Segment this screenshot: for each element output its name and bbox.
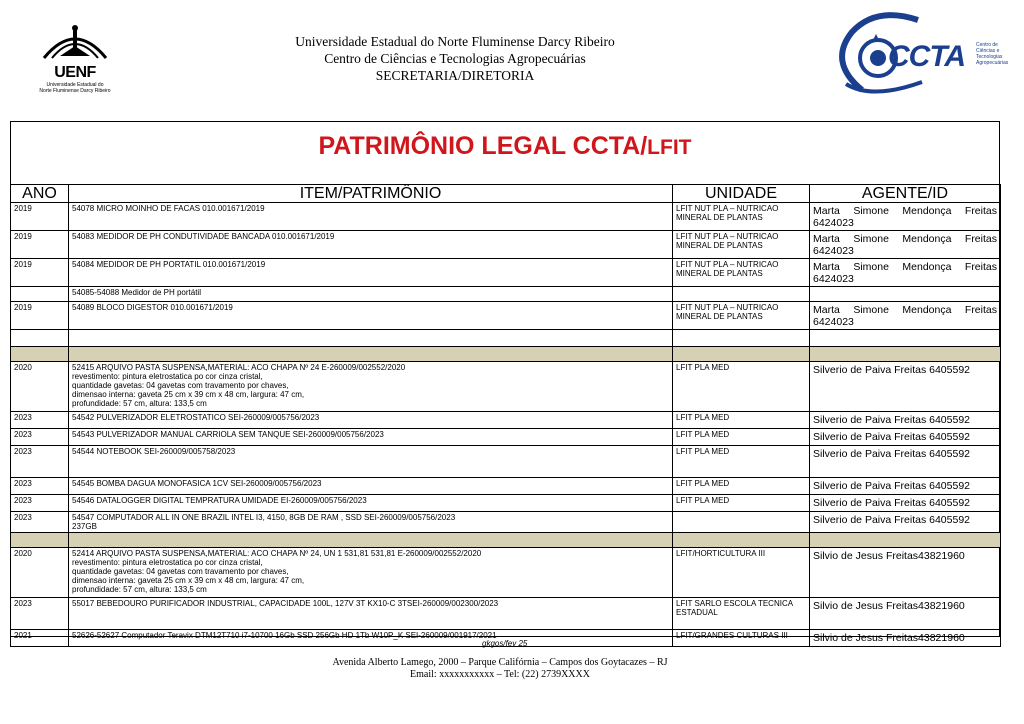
table-row bbox=[11, 478, 1001, 495]
cell-agente: Marta Simone Mendonça Freitas 6424023 bbox=[810, 302, 1001, 330]
cell-item: 52626-52627 Computador Teravix DTM12T710 i7-10700 16Gb SSD 256Gb HD 1Tb W10P_K SEI-260009/001917/2021 bbox=[69, 630, 673, 647]
footer-address: Avenida Alberto Lamego, 2000 – Parque Califórnia – Campos dos Goytacazes – RJ bbox=[332, 657, 668, 668]
cell-agente: Silverio de Paiva Freitas 6405592 bbox=[810, 429, 1001, 446]
footer-contact: Email: xxxxxxxxxxx – Tel: (22) 2739XXXX bbox=[410, 669, 590, 680]
separator-cell bbox=[69, 347, 673, 362]
cell-unidade: LFIT NUT PLA – NUTRICAO MINERAL DE PLANTAS bbox=[673, 231, 810, 259]
table-row bbox=[11, 203, 1001, 231]
cell-ano: 2019 bbox=[11, 259, 69, 287]
cell-item: 54083 MEDIDOR DE PH CONDUTIVIDADE BANCADA 010.001671/2019 bbox=[69, 231, 673, 259]
cell-ano: 2023 bbox=[11, 429, 69, 446]
separator-row bbox=[11, 347, 1001, 362]
table-row bbox=[11, 512, 1001, 533]
cell-item: 52415 ARQUIVO PASTA SUSPENSA,MATERIAL: ACO CHAPA Nº 24 E-260009/002552/2020 revestimento: pintura eletrostatica po cor cinza cristal, quantidade gavetas: 04 gavetas com travamento por chaves, dimensao interna: gaveta 25 cm x 39 cm x 48 cm, largura: 47 cm, profundidade: 57 cm, altura: 133,5 cm bbox=[69, 362, 673, 412]
table-body bbox=[11, 203, 1001, 647]
cell-ano: 2023 bbox=[11, 512, 69, 533]
cell-ano bbox=[11, 287, 69, 302]
cell-agente: Silverio de Paiva Freitas 6405592 bbox=[810, 446, 1001, 478]
cell-unidade bbox=[673, 512, 810, 533]
column-header-item: ITEM/PATRIMÔNIO bbox=[69, 185, 673, 203]
cell-ano bbox=[11, 330, 69, 347]
cell-item: 54078 MICRO MOINHO DE FACAS 010.001671/2019 bbox=[69, 203, 673, 231]
cell-unidade: LFIT PLA MED bbox=[673, 362, 810, 412]
separator-cell bbox=[673, 347, 810, 362]
cell-unidade: LFIT PLA MED bbox=[673, 478, 810, 495]
ccta-sub-line3: Tecnologias bbox=[976, 54, 1003, 60]
cell-agente: Silvio de Jesus Freitas43821960 bbox=[810, 548, 1001, 598]
uenf-logo bbox=[30, 22, 120, 92]
cell-agente: Silverio de Paiva Freitas 6405592 bbox=[810, 478, 1001, 495]
cell-unidade: LFIT/HORTICULTURA III bbox=[673, 548, 810, 598]
title-main: PATRIMÔNIO LEGAL CCTA/ bbox=[318, 132, 648, 160]
table-row bbox=[11, 302, 1001, 330]
cell-item: 54084 MEDIDOR DE PH PORTATIL 010.001671/2019 bbox=[69, 259, 673, 287]
document-code: gkgos/fev 25 bbox=[482, 639, 528, 648]
cell-ano: 2023 bbox=[11, 495, 69, 512]
table-header-row bbox=[11, 185, 1001, 203]
cell-unidade: LFIT SARLO ESCOLA TECNICA ESTADUAL bbox=[673, 598, 810, 630]
ccta-name: CCTA bbox=[888, 40, 966, 73]
uenf-sub-line1: Universidade Estadual do bbox=[46, 82, 104, 88]
table-row bbox=[11, 330, 1001, 347]
separator-cell bbox=[11, 347, 69, 362]
cell-item: 54085-54088 Medidor de PH portátil bbox=[69, 287, 673, 302]
cell-unidade: LFIT NUT PLA – NUTRICAO MINERAL DE PLANTAS bbox=[673, 203, 810, 231]
cell-unidade: LFIT PLA MED bbox=[673, 446, 810, 478]
separator-cell bbox=[673, 533, 810, 548]
ccta-sub-line1: Centro de bbox=[976, 42, 998, 48]
cell-unidade: LFIT PLA MED bbox=[673, 429, 810, 446]
cell-agente: Marta Simone Mendonça Freitas 6424023 bbox=[810, 231, 1001, 259]
uenf-sub-line2: Norte Fluminense Darcy Ribeiro bbox=[39, 88, 111, 94]
cell-unidade: LFIT NUT PLA – NUTRICAO MINERAL DE PLANTAS bbox=[673, 302, 810, 330]
uenf-name: UENF bbox=[54, 64, 96, 81]
separator-row bbox=[11, 533, 1001, 548]
cell-agente: Silverio de Paiva Freitas 6405592 bbox=[810, 512, 1001, 533]
cell-agente bbox=[810, 287, 1001, 302]
cell-ano: 2019 bbox=[11, 231, 69, 259]
cell-item: 54543 PULVERIZADOR MANUAL CARRIOLA SEM TANQUE SEI-260009/005756/2023 bbox=[69, 429, 673, 446]
table-row bbox=[11, 446, 1001, 478]
cell-item bbox=[69, 330, 673, 347]
cell-agente: Silvio de Jesus Freitas43821960 bbox=[810, 630, 1001, 647]
column-header-unidade: UNIDADE bbox=[673, 185, 810, 203]
page-footer bbox=[200, 657, 800, 681]
cell-agente bbox=[810, 330, 1001, 347]
separator-cell bbox=[69, 533, 673, 548]
cell-item: 54545 BOMBA DAGUA MONOFASICA 1CV SEI-260009/005756/2023 bbox=[69, 478, 673, 495]
cell-ano: 2020 bbox=[11, 548, 69, 598]
cell-unidade: LFIT/GRANDES CULTURAS III bbox=[673, 630, 810, 647]
cell-ano: 2019 bbox=[11, 302, 69, 330]
cell-unidade: LFIT PLA MED bbox=[673, 412, 810, 429]
cell-agente: Silverio de Paiva Freitas 6405592 bbox=[810, 495, 1001, 512]
cell-item: 54547 COMPUTADOR ALL IN ONE BRAZIL INTEL I3, 4150, 8GB DE RAM , SSD SEI-260009/005756/2023 237GB bbox=[69, 512, 673, 533]
title-suffix: LFIT bbox=[647, 136, 692, 159]
table-row bbox=[11, 429, 1001, 446]
ccta-subtitle bbox=[976, 42, 1008, 66]
cell-item: 54544 NOTEBOOK SEI-260009/005758/2023 bbox=[69, 446, 673, 478]
header-line3: SECRETARIA/DIRETORIA bbox=[375, 68, 535, 83]
cell-ano: 2019 bbox=[11, 203, 69, 231]
table-row bbox=[11, 231, 1001, 259]
uenf-emblem-icon bbox=[30, 22, 120, 64]
ccta-logo bbox=[832, 12, 1012, 97]
table-row bbox=[11, 259, 1001, 287]
ccta-sub-line4: Agropecuárias bbox=[976, 60, 1009, 66]
cell-item: 55017 BEBEDOURO PURIFICADOR INDUSTRIAL, CAPACIDADE 100L, 127V 3T KX10-C 3TSEI-260009/002300/2023 bbox=[69, 598, 673, 630]
page-title bbox=[10, 122, 1000, 184]
separator-cell bbox=[11, 533, 69, 548]
institution-header bbox=[230, 33, 680, 84]
table-row bbox=[11, 598, 1001, 630]
cell-unidade: LFIT NUT PLA – NUTRICAO MINERAL DE PLANTAS bbox=[673, 259, 810, 287]
title-text bbox=[318, 127, 691, 161]
cell-item: 54542 PULVERIZADOR ELETROSTATICO SEI-260009/005756/2023 bbox=[69, 412, 673, 429]
separator-cell bbox=[810, 347, 1001, 362]
table-row bbox=[11, 362, 1001, 412]
cell-item: 52414 ARQUIVO PASTA SUSPENSA,MATERIAL: ACO CHAPA Nº 24, UN 1 531,81 531,81 E-260009/002552/2020 revestimento: pintura eletrostatica po cor cinza cristal, quantidade gavetas: 04 gavetas com travamento por chaves, dimensao interna: gaveta 25 cm x 39 cm x 48 cm, largura: 47 cm, profundidade: 57 cm, altura: 133,5 cm bbox=[69, 548, 673, 598]
cell-agente: Silvio de Jesus Freitas43821960 bbox=[810, 598, 1001, 630]
cell-unidade bbox=[673, 330, 810, 347]
header-line2: Centro de Ciências e Tecnologias Agropecuárias bbox=[324, 51, 586, 66]
patrimony-table bbox=[10, 184, 1001, 647]
header-line1: Universidade Estadual do Norte Fluminense Darcy Ribeiro bbox=[295, 34, 615, 49]
cell-ano: 2023 bbox=[11, 412, 69, 429]
cell-agente: Marta Simone Mendonça Freitas 6424023 bbox=[810, 203, 1001, 231]
column-header-agente: AGENTE/ID bbox=[810, 185, 1001, 203]
cell-ano: 2021 bbox=[11, 630, 69, 647]
table-row bbox=[11, 412, 1001, 429]
cell-ano: 2020 bbox=[11, 362, 69, 412]
cell-agente: Silverio de Paiva Freitas 6405592 bbox=[810, 412, 1001, 429]
column-header-ano: ANO bbox=[11, 185, 69, 203]
cell-item: 54089 BLOCO DIGESTOR 010.001671/2019 bbox=[69, 302, 673, 330]
table-row bbox=[11, 287, 1001, 302]
cell-unidade: LFIT PLA MED bbox=[673, 495, 810, 512]
ccta-sub-line2: Ciências e bbox=[976, 48, 1000, 54]
table-row bbox=[11, 495, 1001, 512]
table-row bbox=[11, 548, 1001, 598]
cell-agente: Silverio de Paiva Freitas 6405592 bbox=[810, 362, 1001, 412]
cell-ano: 2023 bbox=[11, 446, 69, 478]
cell-agente: Marta Simone Mendonça Freitas 6424023 bbox=[810, 259, 1001, 287]
uenf-subtitle bbox=[30, 82, 120, 94]
cell-item: 54546 DATALOGGER DIGITAL TEMPRATURA UMIDADE EI-260009/005756/2023 bbox=[69, 495, 673, 512]
cell-unidade bbox=[673, 287, 810, 302]
cell-ano: 2023 bbox=[11, 598, 69, 630]
cell-ano: 2023 bbox=[11, 478, 69, 495]
separator-cell bbox=[810, 533, 1001, 548]
